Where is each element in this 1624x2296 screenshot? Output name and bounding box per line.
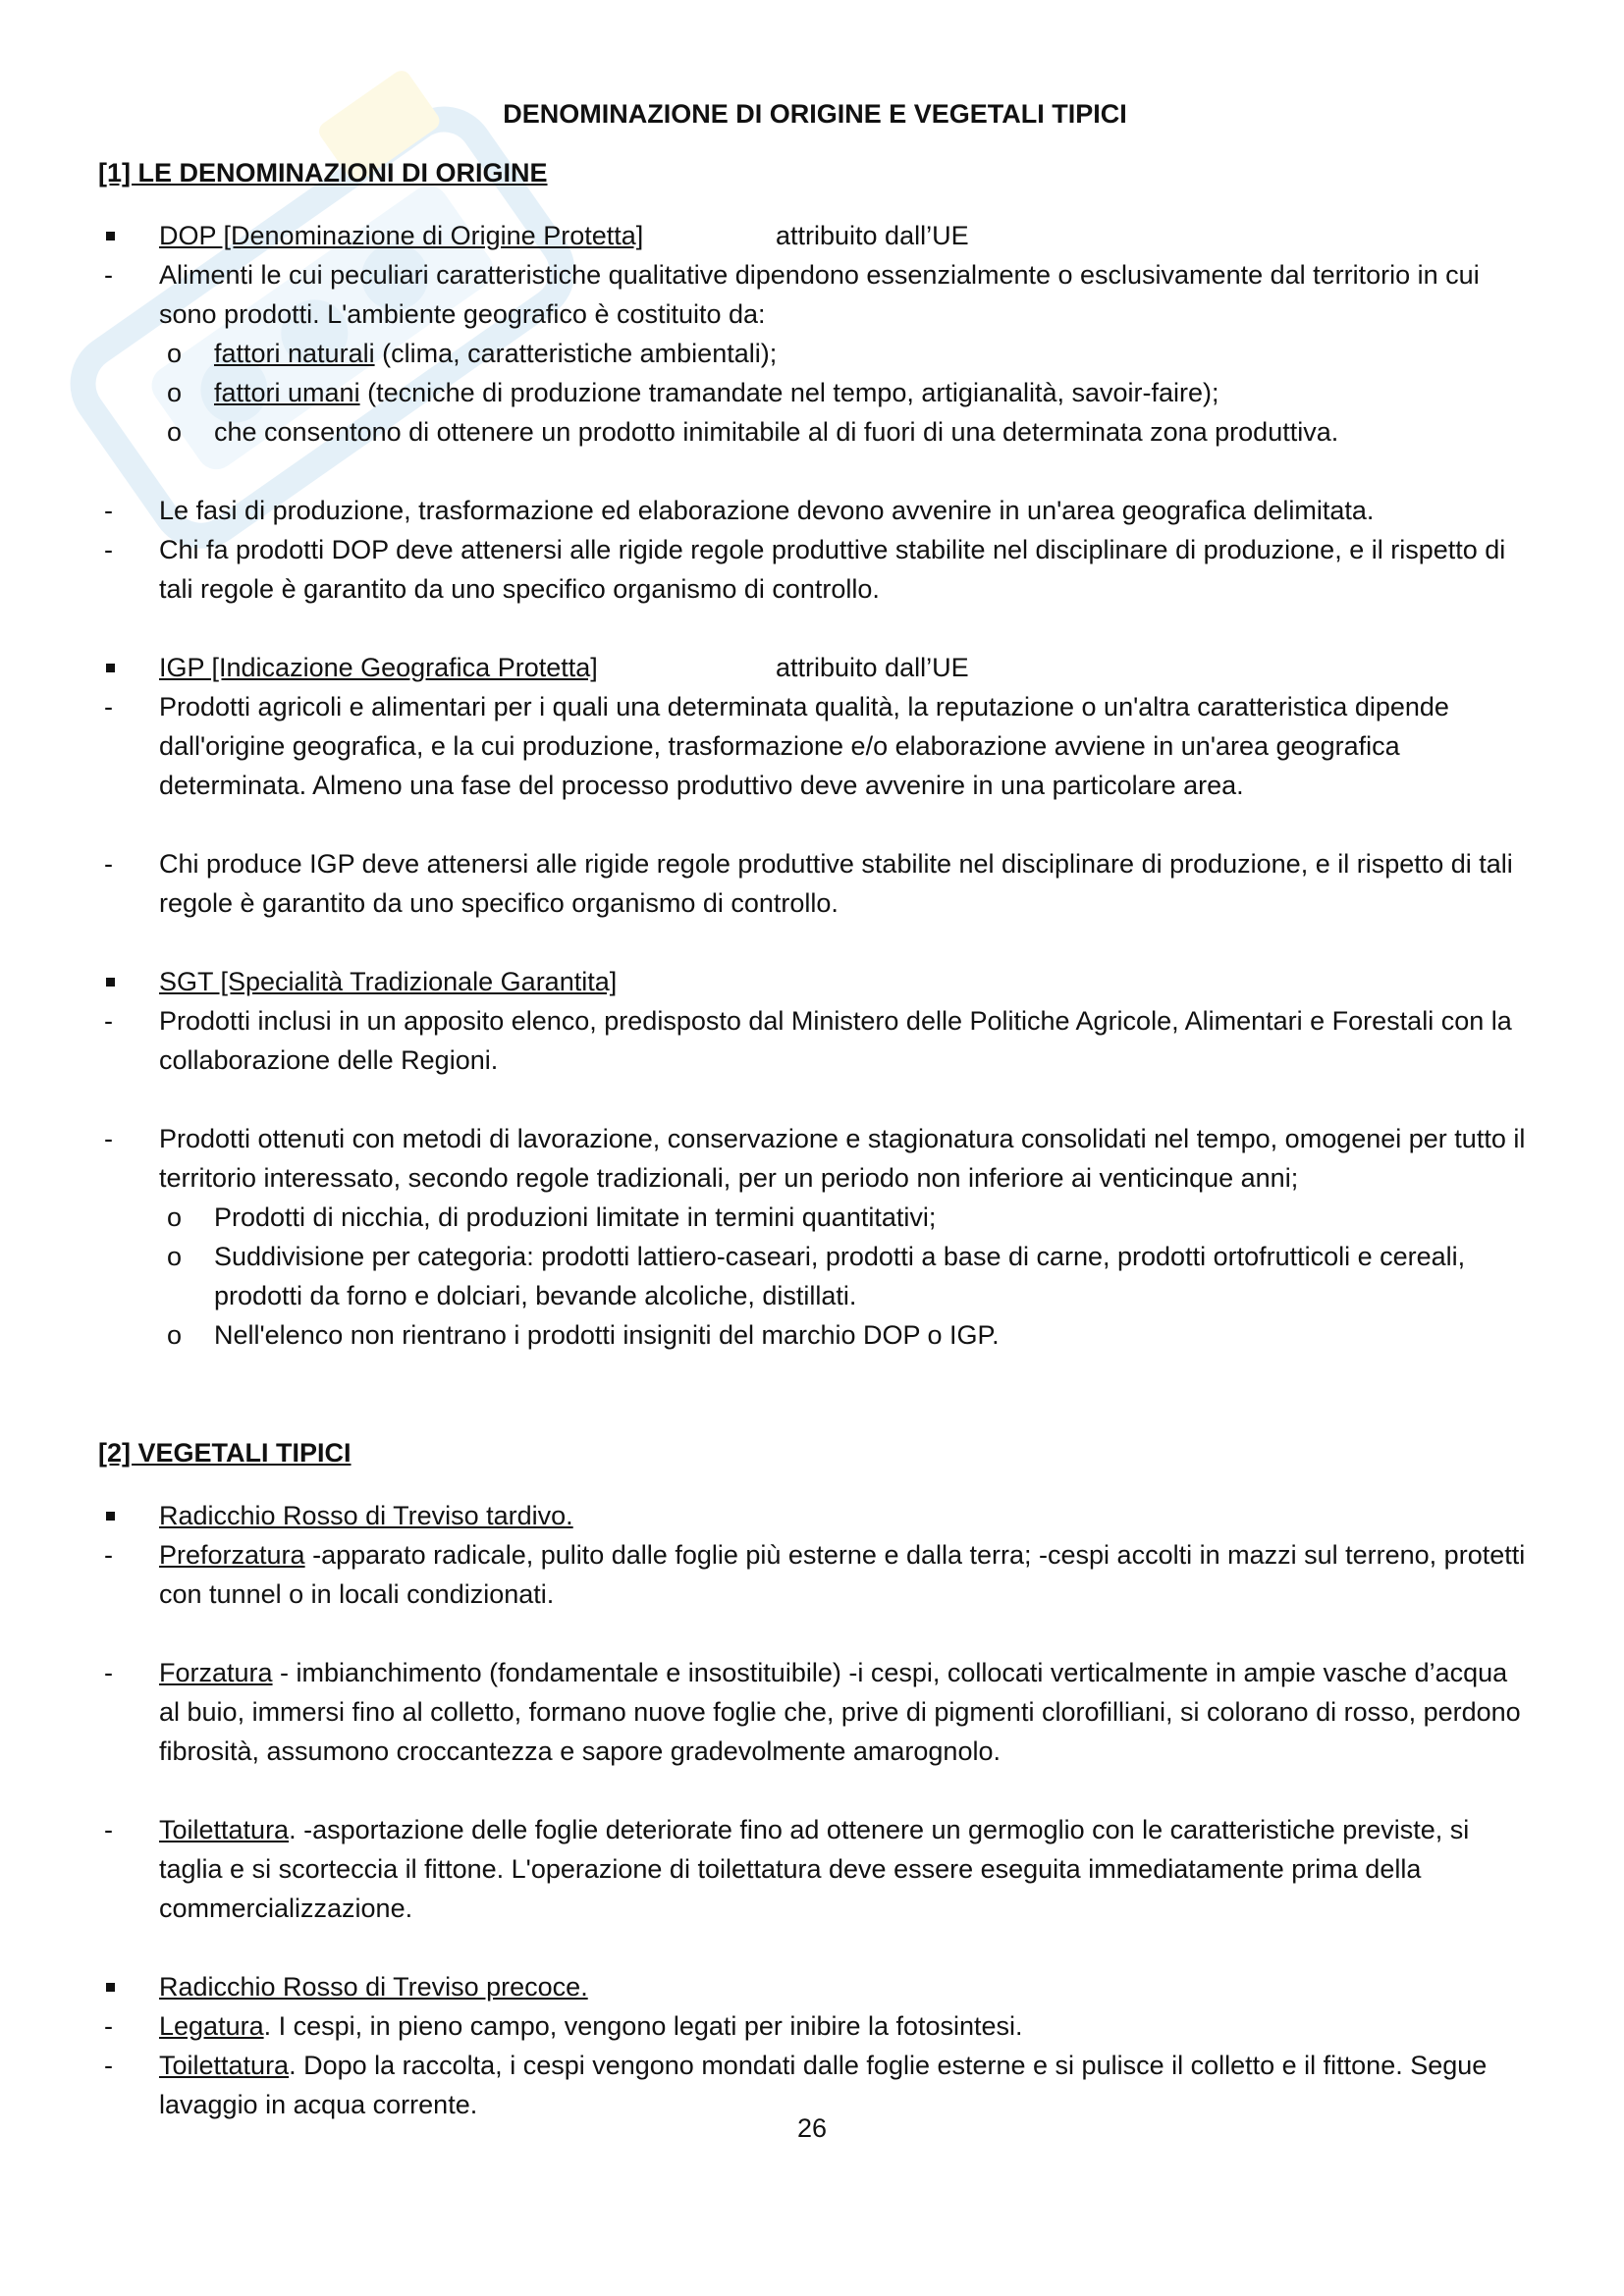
circle-bullet-icon: o [167,1242,183,1271]
dop-paragraph-2 [98,491,1532,530]
circle-bullet-icon: o [167,1202,183,1232]
precoce-item [98,1967,1532,2006]
dop-sub-3-text: che consentono di ottenere un prodotto inimitabile al di fuori di una determinata zona produttiva. [214,417,1339,447]
igp-paragraph-1 [98,687,1532,805]
sgt-sub-item-3 [98,1315,1532,1355]
dop-text-3: Chi fa prodotti DOP deve attenersi alle rigide regole produttive stabilite nel disciplinare di produzione, e il rispetto di tali regole è garantito da uno specifico organismo di controllo. [159,535,1506,604]
precoce-label: Radicchio Rosso di Treviso precoce. [159,1972,588,2002]
dash-bullet-icon: - [104,1815,113,1844]
preforzatura-term: Preforzatura [159,1540,305,1570]
preforzatura-text: -apparato radicale, pulito dalle foglie più esterne e dalla terra; -cespi accolti in mazzi sul terreno, protetti con tunnel o in locali condizionati. [159,1540,1526,1609]
dop-paragraph-3 [98,530,1532,609]
legatura-term: Legatura [159,2011,264,2041]
sgt-text-1: Prodotti inclusi in un apposito elenco, predisposto dal Ministero delle Politiche Agricole, Alimentari e Forestali con la collaborazione delle Regioni. [159,1006,1512,1075]
legatura-text: . I cespi, in pieno campo, vengono legati per inibire la fotosintesi. [263,2011,1023,2041]
dop-sub-item-2 [98,373,1532,412]
dash-bullet-icon: - [104,2011,113,2041]
section-heading-vegetali: [2] VEGETALI TIPICI [98,1438,352,1468]
square-bullet-icon [98,1967,137,2006]
sgt-sub-item-2 [98,1237,1532,1315]
document-title: DENOMINAZIONE DI ORIGINE E VEGETALI TIPICI [503,99,1127,129]
sgt-sub-2-text: Suddivisione per categoria: prodotti lattiero-caseari, prodotti a base di carne, prodotti ortofrutticoli e cereali, prodotti da forno e dolciari, bevande alcoliche, distillati. [214,1242,1466,1310]
legatura-paragraph [98,2006,1532,2046]
dop-attribution: attribuito dall’UE [776,221,969,250]
circle-bullet-icon: o [167,417,183,447]
igp-label: IGP [Indicazione Geografica Protetta] [159,653,598,682]
dash-bullet-icon: - [104,496,113,525]
dop-text-1: Alimenti le cui peculiari caratteristiche qualitative dipendono essenzialmente o esclusivamente dal territorio in cui sono prodotti. L'ambiente geografico è costituito da: [159,260,1480,329]
sgt-sub-1-text: Prodotti di nicchia, di produzioni limitate in termini quantitativi; [214,1202,937,1232]
igp-text-2: Chi produce IGP deve attenersi alle rigide regole produttive stabilite nel disciplinare di produzione, e il rispetto di tali regole è garantito da uno specifico organismo di controllo. [159,849,1513,918]
square-bullet-icon [98,962,137,1001]
tardivo-item [98,1496,1532,1535]
dop-sub-1-term: fattori naturali [214,339,375,368]
dash-bullet-icon: - [104,1006,113,1036]
dop-paragraph-1 [98,255,1532,334]
toilettatura-tardivo-term: Toilettatura [159,1815,290,1844]
sgt-sub-item-1 [98,1198,1532,1237]
dash-bullet-icon: - [104,692,113,721]
dop-sub-item-3 [98,412,1532,452]
dop-sub-2-text: (tecniche di produzione tramandate nel tempo, artigianalità, savoir-faire); [359,378,1219,407]
tardivo-label: Radicchio Rosso di Treviso tardivo. [159,1501,573,1530]
igp-text-1: Prodotti agricoli e alimentari per i quali una determinata qualità, la reputazione o un'altra caratteristica dipende dall'origine geografica, e la cui produzione, trasformazione e/o elaborazione avviene in un'area geografica determinata. Almeno una fase del processo produttivo deve avvenire in una particolare area. [159,692,1449,800]
dash-bullet-icon: - [104,2051,113,2080]
sgt-label: SGT [Specialità Tradizionale Garantita] [159,967,618,996]
dash-bullet-icon: - [104,1658,113,1687]
toilettatura-precoce-term: Toilettatura [159,2051,290,2080]
sgt-paragraph-2 [98,1119,1532,1198]
dash-bullet-icon: - [104,535,113,564]
circle-bullet-icon: o [167,1320,183,1350]
toilettatura-precoce-text: . Dopo la raccolta, i cespi vengono mondati dalle foglie esterne e si pulisce il colletto e il fittone. Segue lavaggio in acqua corrente. [159,2051,1488,2119]
igp-item [98,648,1532,687]
square-bullet-icon [98,1496,137,1535]
forzatura-term: Forzatura [159,1658,273,1687]
sgt-paragraph-1 [98,1001,1532,1080]
dop-text-2: Le fasi di produzione, trasformazione ed elaborazione devono avvenire in un'area geografica delimitata. [159,496,1375,525]
preforzatura-paragraph [98,1535,1532,1614]
toilettatura-tardivo-text: . -asportazione delle foglie deteriorate fino ad ottenere un germoglio con le caratteristiche previste, si taglia e si scorteccia il fittone. L'operazione di toilettatura deve essere eseguita immediatamente prima della commercializzazione. [159,1815,1470,1923]
dop-sub-item-1 [98,334,1532,373]
toilettatura-tardivo-paragraph [98,1810,1532,1928]
igp-paragraph-2 [98,844,1532,923]
sgt-text-2: Prodotti ottenuti con metodi di lavorazione, conservazione e stagionatura consolidati nel tempo, omogenei per tutto il territorio interessato, secondo regole tradizionali, per un periodo non inferiore ai venticinque anni; [159,1124,1526,1193]
circle-bullet-icon: o [167,339,183,368]
square-bullet-icon [98,216,137,255]
section-heading-denominazioni: [1] LE DENOMINAZIONI DI ORIGINE [98,158,548,187]
dop-sub-1-text: (clima, caratteristiche ambientali); [374,339,778,368]
dash-bullet-icon: - [104,1540,113,1570]
dop-sub-2-term: fattori umani [214,378,360,407]
circle-bullet-icon: o [167,378,183,407]
page-content [98,94,1532,2124]
square-bullet-icon [98,648,137,687]
forzatura-text: - imbianchimento (fondamentale e insostituibile) -i cespi, collocati verticalmente in ampie vasche d’acqua al buio, immersi fino al colletto, formano nuove foglie che, prive di pigmenti clorofilliani, si colorano di rosso, perdono fibrosità, assumono croccantezza e sapore gradevolmente amarognolo. [159,1658,1521,1766]
forzatura-paragraph [98,1653,1532,1771]
igp-attribution: attribuito dall’UE [776,653,969,682]
dash-bullet-icon: - [104,260,113,290]
dop-item [98,216,1532,255]
dash-bullet-icon: - [104,849,113,879]
dop-label: DOP [Denominazione di Origine Protetta] [159,221,644,250]
sgt-sub-3-text: Nell'elenco non rientrano i prodotti insigniti del marchio DOP o IGP. [214,1320,1000,1350]
page-number: 26 [796,2113,828,2143]
dash-bullet-icon: - [104,1124,113,1153]
sgt-item [98,962,1532,1001]
